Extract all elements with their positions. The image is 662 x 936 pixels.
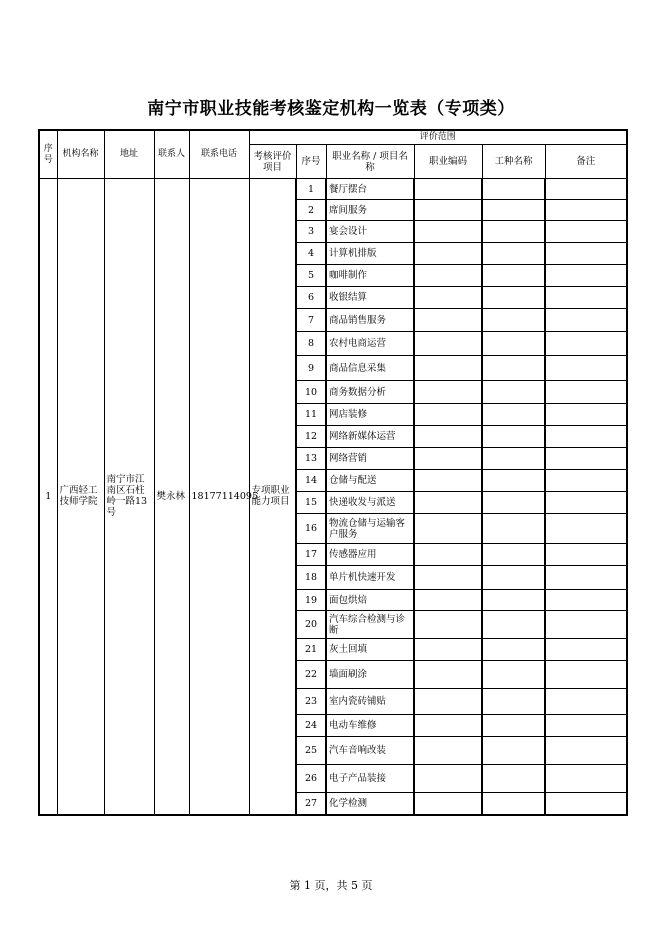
cell-item-name: 室内瓷砖铺贴 xyxy=(326,689,414,715)
cell-job-type xyxy=(482,793,545,815)
cell-item-name: 电动车维修 xyxy=(326,715,414,737)
cell-item-name: 物流仓储与运输客户服务 xyxy=(326,514,414,544)
cell-job-type xyxy=(482,287,545,309)
cell-job-type xyxy=(482,243,545,265)
cell-item-no: 19 xyxy=(296,590,326,611)
cell-remark xyxy=(545,179,627,200)
cell-job-type xyxy=(482,404,545,426)
cell-item-no: 15 xyxy=(296,492,326,514)
cell-phone: 18177114095 xyxy=(189,179,249,815)
cell-job-code xyxy=(414,737,482,765)
header-job-type: 工种名称 xyxy=(482,145,545,179)
header-seq: 序号 xyxy=(39,130,57,179)
cell-item-no: 6 xyxy=(296,287,326,309)
cell-item-no: 13 xyxy=(296,448,326,470)
cell-job-type xyxy=(482,332,545,356)
cell-item-no: 26 xyxy=(296,765,326,793)
page-title: 南宁市职业技能考核鉴定机构一览表（专项类） xyxy=(147,99,515,119)
cell-item-name: 商品信息采集 xyxy=(326,356,414,381)
cell-item-name: 快递收发与派送 xyxy=(326,492,414,514)
cell-assessment-item: 专项职业能力项目 xyxy=(249,179,296,815)
cell-item-name: 网络营销 xyxy=(326,448,414,470)
cell-job-code xyxy=(414,590,482,611)
cell-job-code xyxy=(414,221,482,243)
cell-job-code xyxy=(414,492,482,514)
cell-job-type xyxy=(482,356,545,381)
header-contact: 联系人 xyxy=(154,130,189,179)
cell-item-no: 23 xyxy=(296,689,326,715)
cell-address: 南宁市江南区石柱岭一路13号 xyxy=(104,179,154,815)
cell-job-code xyxy=(414,639,482,661)
header-job-code: 职业编码 xyxy=(414,145,482,179)
cell-job-type xyxy=(482,639,545,661)
cell-job-code xyxy=(414,332,482,356)
cell-job-code xyxy=(414,544,482,566)
cell-item-name: 计算机排版 xyxy=(326,243,414,265)
cell-job-type xyxy=(482,179,545,200)
header-org: 机构名称 xyxy=(57,130,104,179)
header-remark: 备注 xyxy=(545,145,627,179)
cell-job-code xyxy=(414,179,482,200)
cell-remark xyxy=(545,356,627,381)
cell-item-name: 餐厅摆台 xyxy=(326,179,414,200)
cell-job-code xyxy=(414,470,482,492)
cell-job-code xyxy=(414,381,482,404)
cell-org-name: 广西轻工技师学院 xyxy=(57,179,104,815)
cell-item-no: 1 xyxy=(296,179,326,200)
cell-item-name: 墙面刷涂 xyxy=(326,661,414,689)
cell-item-no: 4 xyxy=(296,243,326,265)
cell-remark xyxy=(545,492,627,514)
cell-item-no: 3 xyxy=(296,221,326,243)
cell-item-name: 收银结算 xyxy=(326,287,414,309)
cell-job-code xyxy=(414,243,482,265)
cell-remark xyxy=(545,661,627,689)
cell-remark xyxy=(545,544,627,566)
cell-remark xyxy=(545,470,627,492)
cell-seq: 1 xyxy=(39,179,57,815)
cell-remark xyxy=(545,611,627,639)
cell-item-name: 单片机快速开发 xyxy=(326,566,414,590)
cell-item-no: 8 xyxy=(296,332,326,356)
header-item: 考核评价项目 xyxy=(249,145,296,179)
cell-job-type xyxy=(482,381,545,404)
cell-job-code xyxy=(414,309,482,332)
cell-remark xyxy=(545,715,627,737)
cell-job-type xyxy=(482,566,545,590)
cell-job-code xyxy=(414,611,482,639)
cell-remark xyxy=(545,243,627,265)
cell-item-no: 18 xyxy=(296,566,326,590)
cell-job-type xyxy=(482,715,545,737)
cell-job-type xyxy=(482,689,545,715)
cell-remark xyxy=(545,590,627,611)
cell-item-no: 25 xyxy=(296,737,326,765)
cell-remark xyxy=(545,426,627,448)
cell-item-no: 17 xyxy=(296,544,326,566)
header-address: 地址 xyxy=(104,130,154,179)
cell-item-no: 24 xyxy=(296,715,326,737)
cell-job-code xyxy=(414,404,482,426)
cell-remark xyxy=(545,689,627,715)
cell-remark xyxy=(545,765,627,793)
cell-item-name: 商品销售服务 xyxy=(326,309,414,332)
institution-table xyxy=(38,129,628,816)
cell-job-type xyxy=(482,448,545,470)
cell-job-type xyxy=(482,200,545,221)
cell-job-type xyxy=(482,661,545,689)
cell-job-code xyxy=(414,356,482,381)
cell-job-type xyxy=(482,611,545,639)
cell-item-name: 面包烘焙 xyxy=(326,590,414,611)
cell-remark xyxy=(545,404,627,426)
cell-remark xyxy=(545,737,627,765)
cell-job-type xyxy=(482,544,545,566)
cell-item-no: 10 xyxy=(296,381,326,404)
cell-item-name: 灰土回填 xyxy=(326,639,414,661)
cell-item-name: 宴会设计 xyxy=(326,221,414,243)
cell-contact: 樊永林 xyxy=(154,179,189,815)
cell-remark xyxy=(545,639,627,661)
cell-item-no: 12 xyxy=(296,426,326,448)
cell-item-name: 仓储与配送 xyxy=(326,470,414,492)
cell-remark xyxy=(545,200,627,221)
cell-item-no: 7 xyxy=(296,309,326,332)
cell-remark xyxy=(545,221,627,243)
header-sub-seq: 序号 xyxy=(296,145,326,179)
cell-item-no: 22 xyxy=(296,661,326,689)
cell-item-name: 汽车音响改装 xyxy=(326,737,414,765)
cell-remark xyxy=(545,793,627,815)
cell-item-no: 20 xyxy=(296,611,326,639)
cell-item-no: 14 xyxy=(296,470,326,492)
cell-job-type xyxy=(482,492,545,514)
cell-job-code xyxy=(414,689,482,715)
cell-item-no: 2 xyxy=(296,200,326,221)
cell-remark xyxy=(545,514,627,544)
cell-job-code xyxy=(414,265,482,287)
cell-job-code xyxy=(414,514,482,544)
cell-job-code xyxy=(414,765,482,793)
header-eval-range: 评价范围 xyxy=(249,130,627,145)
header-job-name: 职业名称 / 项目名称 xyxy=(326,145,414,179)
cell-remark xyxy=(545,309,627,332)
cell-job-type xyxy=(482,426,545,448)
cell-remark xyxy=(545,287,627,309)
cell-job-code xyxy=(414,200,482,221)
cell-item-name: 席间服务 xyxy=(326,200,414,221)
cell-job-code xyxy=(414,426,482,448)
cell-job-type xyxy=(482,514,545,544)
cell-item-name: 网络新媒体运营 xyxy=(326,426,414,448)
cell-job-code xyxy=(414,448,482,470)
cell-item-no: 16 xyxy=(296,514,326,544)
cell-job-type xyxy=(482,470,545,492)
cell-item-name: 商务数据分析 xyxy=(326,381,414,404)
page-footer: 第 1 页，共 5 页 xyxy=(289,879,373,892)
cell-item-name: 咖啡制作 xyxy=(326,265,414,287)
cell-item-name: 汽车综合检测与诊断 xyxy=(326,611,414,639)
cell-remark xyxy=(545,381,627,404)
cell-item-no: 5 xyxy=(296,265,326,287)
cell-job-type xyxy=(482,590,545,611)
table-row xyxy=(39,179,627,200)
cell-item-no: 27 xyxy=(296,793,326,815)
cell-item-name: 化学检测 xyxy=(326,793,414,815)
cell-item-name: 网店装修 xyxy=(326,404,414,426)
cell-item-name: 传感器应用 xyxy=(326,544,414,566)
header-phone: 联系电话 xyxy=(189,130,249,179)
cell-item-no: 9 xyxy=(296,356,326,381)
cell-remark xyxy=(545,265,627,287)
cell-job-type xyxy=(482,765,545,793)
cell-job-code xyxy=(414,287,482,309)
cell-job-type xyxy=(482,265,545,287)
cell-item-name: 电子产品装接 xyxy=(326,765,414,793)
cell-remark xyxy=(545,448,627,470)
cell-item-no: 21 xyxy=(296,639,326,661)
table-body xyxy=(39,179,627,815)
cell-remark xyxy=(545,332,627,356)
cell-job-code xyxy=(414,715,482,737)
cell-job-code xyxy=(414,793,482,815)
cell-job-type xyxy=(482,221,545,243)
cell-remark xyxy=(545,566,627,590)
cell-item-no: 11 xyxy=(296,404,326,426)
cell-item-name: 农村电商运营 xyxy=(326,332,414,356)
cell-job-code xyxy=(414,661,482,689)
cell-job-type xyxy=(482,309,545,332)
cell-job-type xyxy=(482,737,545,765)
cell-job-code xyxy=(414,566,482,590)
